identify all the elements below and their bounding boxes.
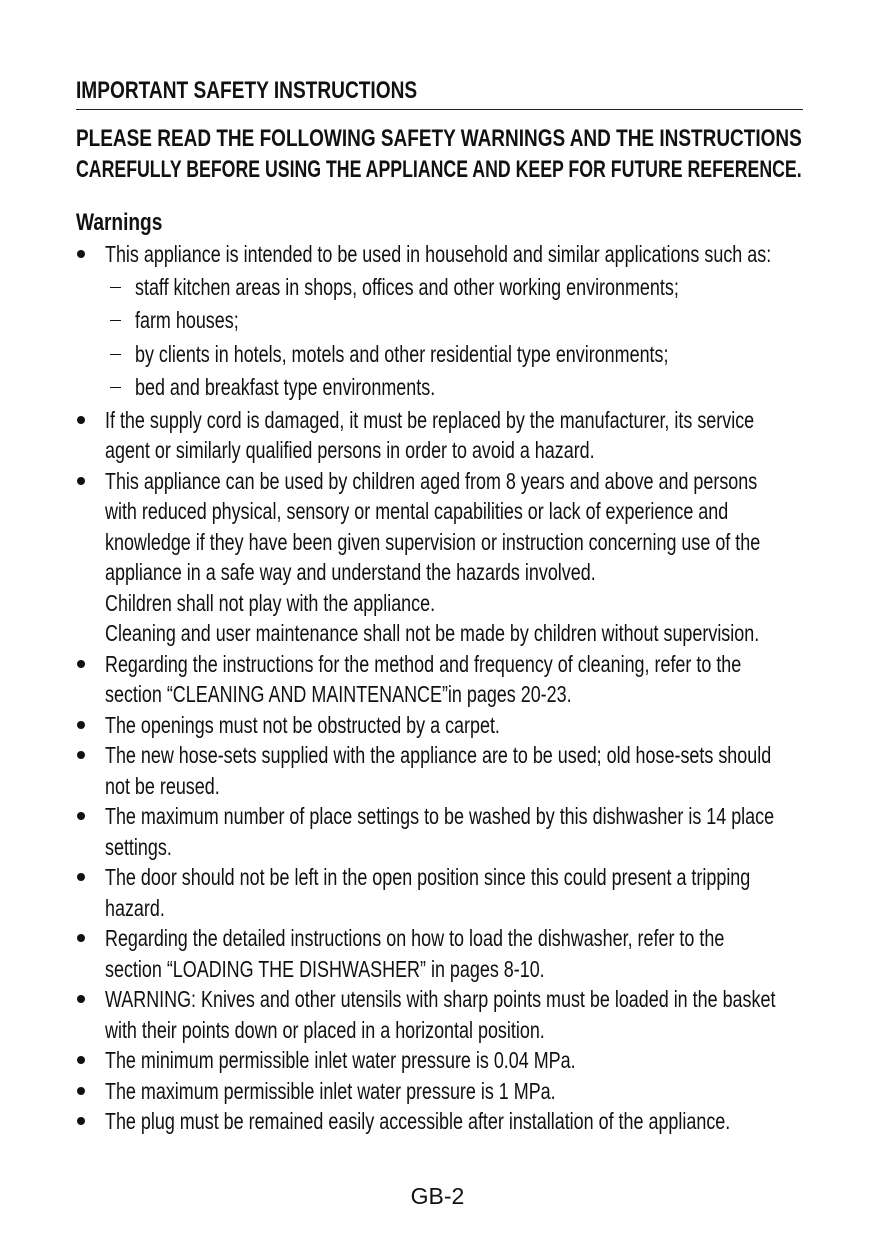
warning-text-line: Regarding the instructions for the method and frequency of cleaning, refer to the bbox=[105, 650, 742, 677]
bullet-icon bbox=[77, 1117, 85, 1125]
warning-text-line: This appliance can be used by children aged from 8 years and above and persons bbox=[105, 467, 758, 494]
warning-text-line: settings. bbox=[105, 833, 172, 860]
sub-item bbox=[105, 338, 804, 372]
warning-item bbox=[76, 405, 804, 466]
sub-item-text: bed and breakfast type environments. bbox=[135, 374, 436, 400]
warning-text-line: section “CLEANING AND MAINTENANCE”in pages 20-23. bbox=[105, 681, 572, 707]
dash-icon bbox=[110, 354, 121, 355]
bullet-icon bbox=[77, 477, 85, 485]
warning-item bbox=[76, 649, 804, 710]
warning-item bbox=[76, 862, 804, 923]
warning-text-line: The minimum permissible inlet water pressure is 0.04 MPa. bbox=[105, 1047, 576, 1073]
intro-line: CAREFULLY BEFORE USING THE APPLIANCE AND KEEP FOR FUTURE REFERENCE. bbox=[76, 155, 802, 183]
warning-text-line: section “LOADING THE DISHWASHER” in pages 8-10. bbox=[105, 955, 545, 982]
sub-item-text: farm houses; bbox=[135, 307, 239, 333]
document-content bbox=[76, 76, 804, 1137]
bullet-icon bbox=[77, 873, 85, 881]
warning-text-line: The door should not be left in the open position since this could present a tripping bbox=[105, 864, 751, 890]
warning-text-line: hazard. bbox=[105, 894, 165, 921]
warning-text-line: The plug must be remained easily accessible after installation of the appliance. bbox=[105, 1108, 731, 1134]
sub-item bbox=[105, 271, 804, 305]
warning-item bbox=[76, 801, 804, 862]
bullet-icon bbox=[77, 934, 85, 942]
section-heading-text: IMPORTANT SAFETY INSTRUCTIONS bbox=[76, 77, 418, 104]
warning-text-line: agent or similarly qualified persons in order to avoid a hazard. bbox=[105, 437, 595, 463]
sub-item bbox=[105, 371, 804, 405]
warning-item bbox=[76, 740, 804, 801]
dash-icon bbox=[110, 287, 121, 288]
warning-text-line: with reduced physical, sensory or mental capabilities or lack of experience and bbox=[105, 498, 729, 524]
warning-text-line: The maximum permissible inlet water pressure is 1 MPa. bbox=[105, 1077, 556, 1104]
sub-item-text: by clients in hotels, motels and other residential type environments; bbox=[135, 340, 669, 367]
warning-item bbox=[76, 710, 804, 741]
warning-text-line: WARNING: Knives and other utensils with sharp points must be loaded in the basket bbox=[105, 986, 776, 1012]
warning-item bbox=[76, 1076, 804, 1107]
bullet-icon bbox=[77, 250, 85, 258]
warning-text-line: Regarding the detailed instructions on how to load the dishwasher, refer to the bbox=[105, 925, 725, 951]
warning-text-line: Cleaning and user maintenance shall not be made by children without supervision. bbox=[105, 620, 760, 646]
warning-text-line: with their points down or placed in a horizontal position. bbox=[105, 1016, 545, 1043]
page-number: GB-2 bbox=[410, 1183, 465, 1209]
intro-line: PLEASE READ THE FOLLOWING SAFETY WARNINGS AND THE INSTRUCTIONS bbox=[76, 125, 802, 152]
bullet-icon bbox=[77, 721, 85, 729]
bullet-icon bbox=[77, 1087, 85, 1095]
bullet-icon bbox=[77, 751, 85, 759]
warning-item bbox=[76, 466, 804, 649]
intro-paragraph bbox=[76, 123, 804, 184]
heading-divider bbox=[76, 109, 803, 110]
warning-item bbox=[76, 1106, 804, 1137]
warning-text-line: knowledge if they have been given supervision or instruction concerning use of the bbox=[105, 528, 761, 555]
warning-item bbox=[76, 984, 804, 1045]
warning-item bbox=[76, 239, 804, 405]
applications-sublist bbox=[105, 271, 804, 405]
warnings-heading bbox=[76, 208, 804, 238]
bullet-icon bbox=[77, 995, 85, 1003]
warnings-list bbox=[76, 239, 804, 1137]
sub-item-text: staff kitchen areas in shops, offices and other working environments; bbox=[135, 273, 679, 300]
warning-text-line: This appliance is intended to be used in household and similar applications such as: bbox=[105, 241, 772, 267]
bullet-icon bbox=[77, 416, 85, 424]
bullet-icon bbox=[77, 1056, 85, 1064]
warning-text-line: The maximum number of place settings to be washed by this dishwasher is 14 place bbox=[105, 803, 775, 829]
warning-text-line: The new hose-sets supplied with the appliance are to be used; old hose-sets should bbox=[105, 742, 772, 768]
sub-item bbox=[105, 304, 804, 338]
warnings-heading-text: Warnings bbox=[76, 209, 163, 236]
bullet-icon bbox=[77, 812, 85, 820]
warning-text-line: appliance in a safe way and understand the hazards involved. bbox=[105, 559, 596, 585]
warning-text-line: Children shall not play with the appliance. bbox=[105, 589, 436, 616]
dash-icon bbox=[110, 387, 121, 388]
warning-item bbox=[76, 1045, 804, 1076]
bullet-icon bbox=[77, 660, 85, 668]
section-heading bbox=[76, 76, 804, 106]
warning-text-line: The openings must not be obstructed by a carpet. bbox=[105, 711, 500, 738]
warning-item bbox=[76, 923, 804, 984]
warning-text-line: If the supply cord is damaged, it must be replaced by the manufacturer, its service bbox=[105, 406, 755, 433]
dash-icon bbox=[110, 320, 121, 321]
warning-text-line: not be reused. bbox=[105, 772, 220, 799]
